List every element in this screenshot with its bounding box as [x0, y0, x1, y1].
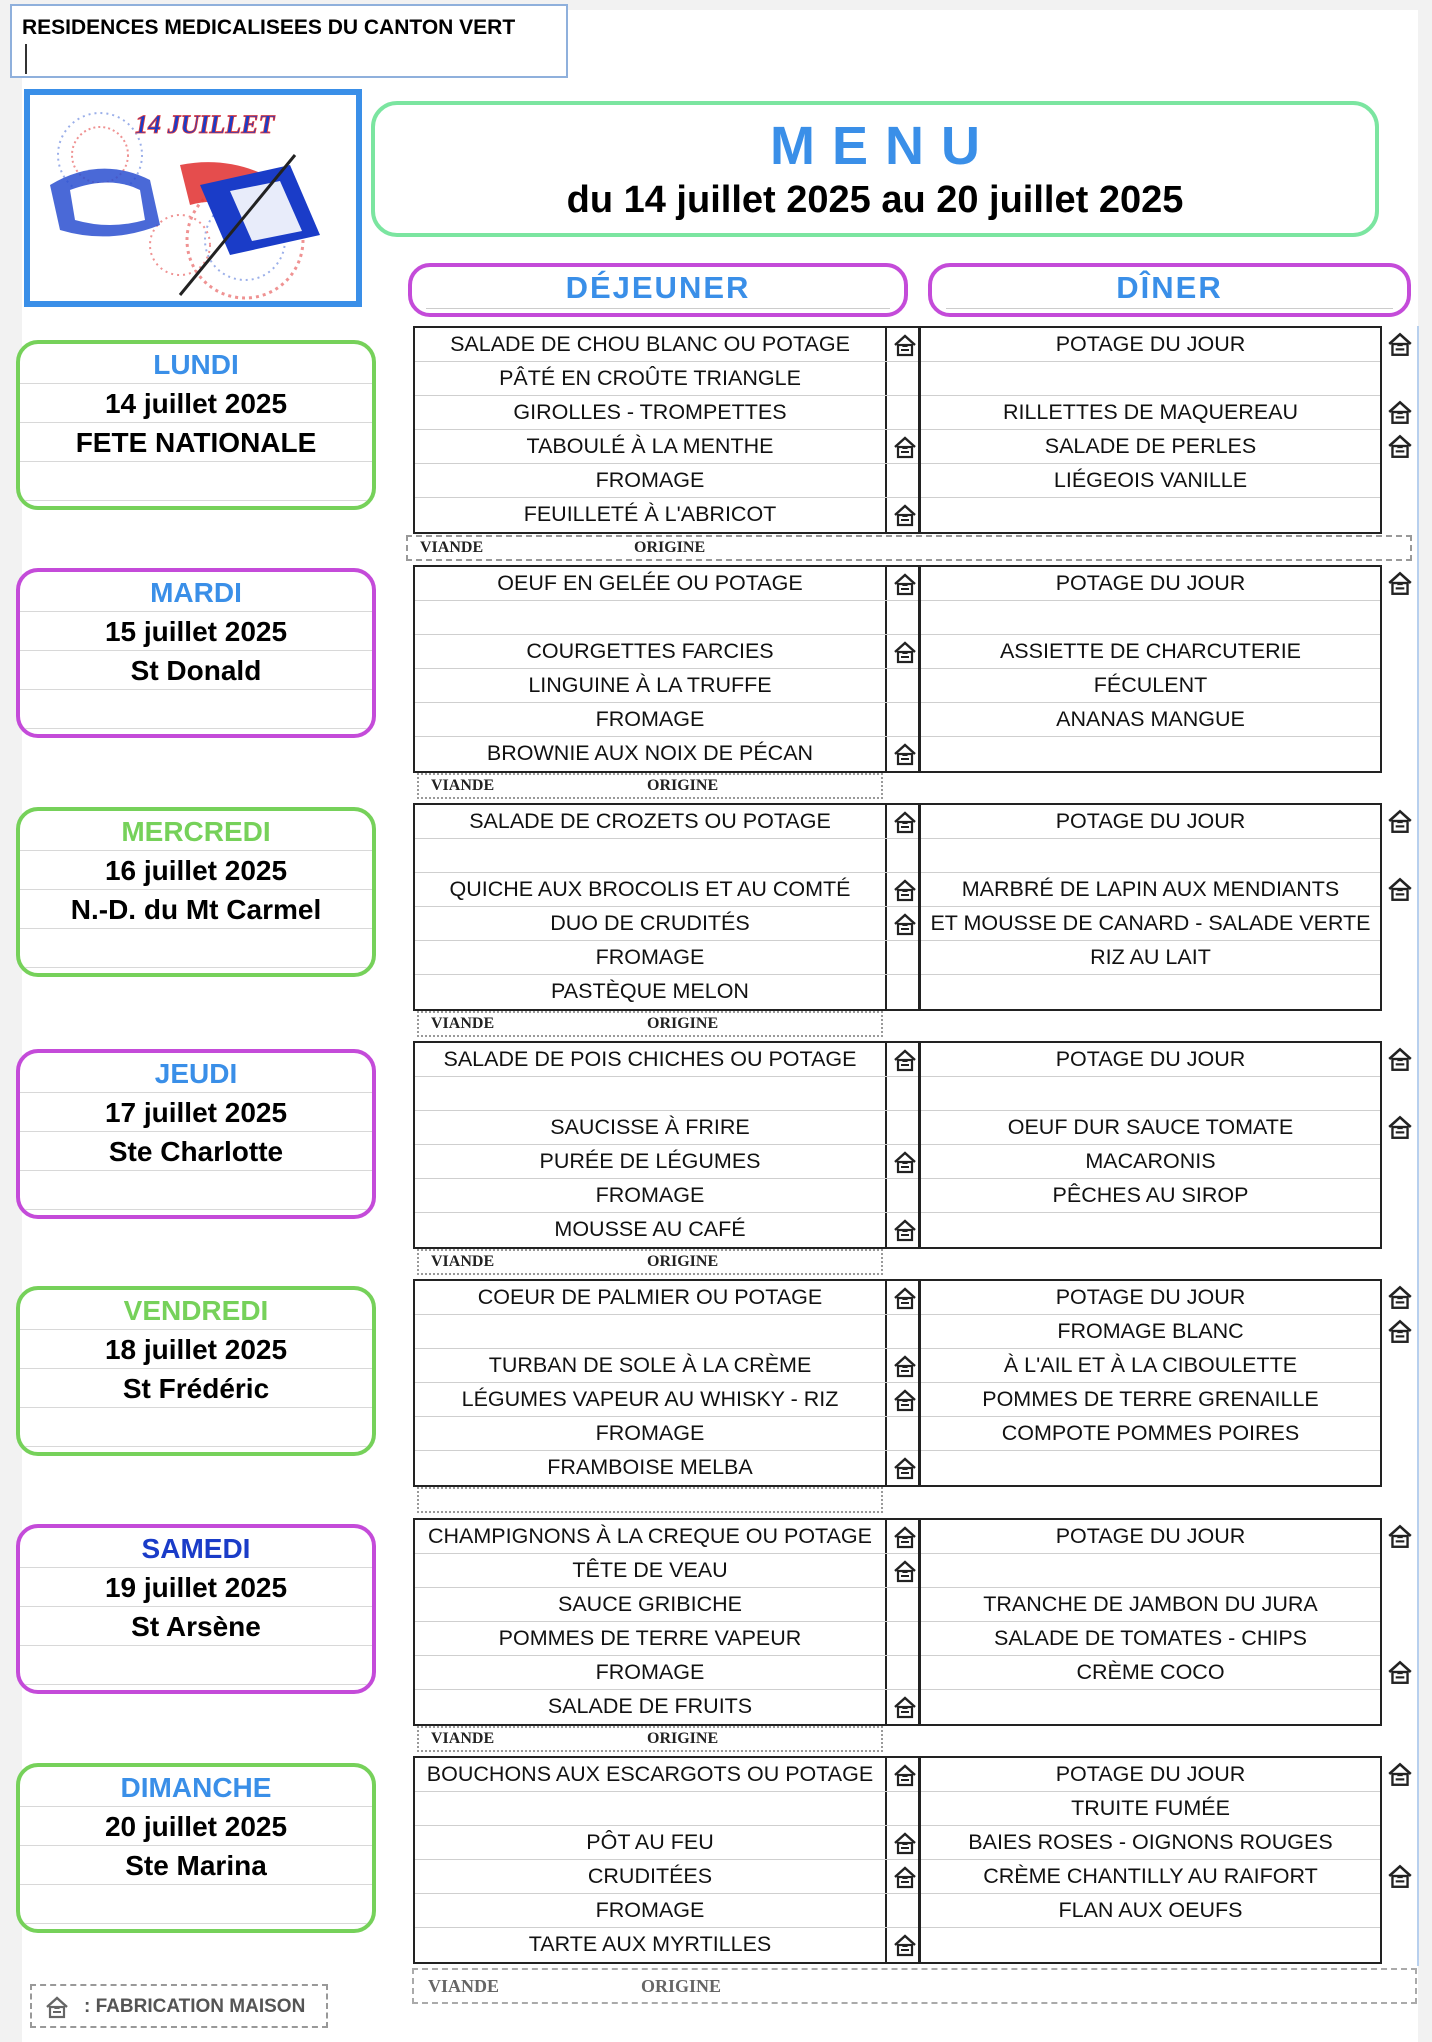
homemade-house-icon — [1386, 1113, 1414, 1141]
fireworks-flag-illustration — [30, 95, 356, 301]
lunch-dish: FROMAGE — [595, 1660, 705, 1684]
dinner-dish — [921, 498, 1380, 531]
homemade-house-icon — [892, 434, 918, 460]
lunch-dish: FROMAGE — [595, 707, 705, 731]
homemade-house-icon — [892, 332, 918, 358]
dinner-dish: SALADE DE PERLES — [1044, 434, 1257, 458]
lunch-row — [415, 737, 918, 771]
day-name: JEUDI — [20, 1055, 372, 1093]
dinner-row — [921, 567, 1380, 601]
dinner-dish: TRANCHE DE JAMBON DU JURA — [983, 1592, 1318, 1616]
lunch-table-day-7 — [413, 1756, 920, 1964]
lunch-dish: COURGETTES FARCIES — [526, 639, 774, 663]
dinner-dish — [921, 1451, 1380, 1484]
lunch-row — [415, 1417, 918, 1451]
viande-label: VIANDE — [431, 777, 495, 794]
dinner-row — [921, 635, 1380, 669]
dinner-table-day-4 — [919, 1041, 1382, 1249]
lunch-row — [415, 669, 918, 703]
dinner-row — [921, 1043, 1380, 1077]
lunch-dish: COEUR DE PALMIER OU POTAGE — [477, 1285, 823, 1309]
dinner-row — [921, 839, 1380, 873]
dinner-row — [921, 464, 1380, 498]
day-blank-line — [20, 691, 372, 729]
day-name: DIMANCHE — [20, 1769, 372, 1807]
dinner-row — [921, 737, 1380, 771]
homemade-house-icon — [892, 1047, 918, 1073]
dinner-header — [928, 263, 1411, 317]
lunch-dish: FROMAGE — [595, 1898, 705, 1922]
dinner-row — [921, 1451, 1380, 1485]
homemade-house-icon — [892, 1932, 918, 1958]
dinner-row — [921, 1383, 1380, 1417]
day-saint: St Frédéric — [20, 1370, 372, 1408]
lunch-dish: SAUCISSE À FRIRE — [550, 1115, 750, 1139]
dinner-dish — [921, 1213, 1380, 1246]
lunch-dish: FRAMBOISE MELBA — [547, 1455, 753, 1479]
dinner-row — [921, 1554, 1380, 1588]
homemade-house-icon — [892, 1524, 918, 1550]
footer-origine-label: ORIGINE — [641, 1976, 722, 1996]
homemade-house-icon — [1386, 1045, 1414, 1073]
lunch-row — [415, 1077, 918, 1111]
dinner-row — [921, 873, 1380, 907]
lunch-table-day-1 — [413, 326, 920, 534]
homemade-house-icon — [1386, 807, 1414, 835]
viande-origine-strip — [417, 1487, 883, 1513]
menu-title: MENU — [770, 116, 997, 176]
lunch-dish: TURBAN DE SOLE À LA CRÈME — [488, 1353, 812, 1377]
lunch-row — [415, 1520, 918, 1554]
dinner-table-day-6 — [919, 1518, 1382, 1726]
lunch-row — [415, 1860, 918, 1894]
viande-origine-footer — [412, 1968, 1417, 2004]
homemade-house-icon — [892, 1353, 918, 1379]
dinner-row — [921, 941, 1380, 975]
lunch-dish — [415, 1792, 885, 1825]
lunch-row — [415, 1179, 918, 1213]
lunch-dish: FROMAGE — [595, 945, 705, 969]
day-card-dimanche — [16, 1763, 376, 1933]
lunch-row — [415, 1928, 918, 1962]
bastille-day-logo — [24, 89, 362, 307]
day-blank-line — [20, 930, 372, 968]
homemade-house-icon — [1386, 432, 1414, 460]
lunch-dish: FROMAGE — [595, 1183, 705, 1207]
lunch-row — [415, 975, 918, 1009]
dinner-row — [921, 805, 1380, 839]
homemade-house-icon — [1386, 1760, 1414, 1788]
dinner-dish — [921, 1077, 1380, 1110]
dinner-dish: À L'AIL ET À LA CIBOULETTE — [1003, 1353, 1298, 1377]
day-card-mardi — [16, 568, 376, 738]
lunch-row — [415, 464, 918, 498]
lunch-row — [415, 1383, 918, 1417]
dinner-dish — [921, 737, 1380, 770]
dinner-dish: POTAGE DU JOUR — [1055, 809, 1246, 833]
origine-label: ORIGINE — [647, 1015, 719, 1032]
lunch-dish — [415, 1077, 885, 1110]
dinner-dish: COMPOTE POMMES POIRES — [1001, 1421, 1300, 1445]
dinner-row — [921, 1349, 1380, 1383]
day-name: MARDI — [20, 574, 372, 612]
dinner-row — [921, 703, 1380, 737]
lunch-dish: BROWNIE AUX NOIX DE PÉCAN — [486, 741, 814, 765]
organization-box — [10, 4, 568, 78]
dinner-dish — [921, 839, 1380, 872]
origine-label: ORIGINE — [647, 1253, 719, 1270]
dinner-dish: ASSIETTE DE CHARCUTERIE — [999, 639, 1302, 663]
homemade-house-icon — [892, 571, 918, 597]
lunch-dish: PÔT AU FEU — [586, 1830, 714, 1854]
dinner-row — [921, 1894, 1380, 1928]
dinner-dish: FÉCULENT — [1093, 673, 1208, 697]
lunch-dish: FROMAGE — [595, 468, 705, 492]
lunch-dish: MOUSSE AU CAFÉ — [554, 1217, 746, 1241]
dinner-row — [921, 1622, 1380, 1656]
lunch-header — [408, 263, 908, 317]
dinner-row — [921, 1826, 1380, 1860]
day-card-jeudi — [16, 1049, 376, 1219]
dinner-dish: OEUF DUR SAUCE TOMATE — [1007, 1115, 1294, 1139]
dinner-dish — [921, 601, 1380, 634]
dinner-row — [921, 1588, 1380, 1622]
lunch-dish: SALADE DE FRUITS — [547, 1694, 753, 1718]
lunch-row — [415, 1690, 918, 1724]
homemade-house-icon — [892, 1830, 918, 1856]
day-card-lundi — [16, 340, 376, 510]
homemade-house-icon — [892, 1455, 918, 1481]
origine-label: ORIGINE — [647, 1730, 719, 1747]
day-card-vendredi — [16, 1286, 376, 1456]
lunch-row — [415, 601, 918, 635]
lunch-header-label: DÉJEUNER — [565, 270, 751, 305]
homemade-house-icon — [1386, 1283, 1414, 1311]
day-name: MERCREDI — [20, 813, 372, 851]
lunch-row — [415, 1213, 918, 1247]
legend-text: : FABRICATION MAISON — [84, 1996, 306, 2017]
dinner-table-day-7 — [919, 1756, 1382, 1964]
lunch-row — [415, 498, 918, 532]
dinner-table-day-2 — [919, 565, 1382, 773]
day-saint: Ste Marina — [20, 1847, 372, 1885]
dinner-dish: ET MOUSSE DE CANARD - SALADE VERTE — [930, 911, 1371, 935]
lunch-dish: POMMES DE TERRE VAPEUR — [498, 1626, 802, 1650]
homemade-house-icon — [892, 1285, 918, 1311]
homemade-house-icon — [892, 639, 918, 665]
day-date: 15 juillet 2025 — [20, 613, 372, 651]
dinner-row — [921, 328, 1380, 362]
day-date: 14 juillet 2025 — [20, 385, 372, 423]
right-border — [1417, 326, 1419, 1966]
dinner-dish: TRUITE FUMÉE — [1071, 1796, 1230, 1820]
homemade-house-icon — [1386, 569, 1414, 597]
lunch-dish: BOUCHONS AUX ESCARGOTS OU POTAGE — [426, 1762, 874, 1786]
dinner-row — [921, 907, 1380, 941]
lunch-dish: CRUDITÉES — [587, 1864, 713, 1888]
lunch-row — [415, 1792, 918, 1826]
lunch-dish: FEUILLETÉ À L'ABRICOT — [523, 502, 777, 526]
lunch-row — [415, 1622, 918, 1656]
legend — [30, 1984, 328, 2028]
dinner-row — [921, 1656, 1380, 1690]
lunch-row — [415, 1349, 918, 1383]
dinner-dish: CRÈME CHANTILLY AU RAIFORT — [983, 1864, 1318, 1888]
lunch-row — [415, 635, 918, 669]
homemade-house-icon — [892, 1149, 918, 1175]
lunch-dish: PURÉE DE LÉGUMES — [539, 1149, 761, 1173]
dinner-dish: FLAN AUX OEUFS — [1058, 1898, 1243, 1922]
dinner-dish: POTAGE DU JOUR — [1055, 1524, 1246, 1548]
lunch-dish: SALADE DE CROZETS OU POTAGE — [469, 809, 831, 833]
lunch-row — [415, 1111, 918, 1145]
lunch-row — [415, 839, 918, 873]
lunch-row — [415, 941, 918, 975]
viande-label: VIANDE — [420, 539, 484, 556]
viande-origine-strip — [417, 1011, 883, 1037]
dinner-dish: MACARONIS — [1085, 1149, 1216, 1173]
day-saint: St Donald — [20, 652, 372, 690]
dinner-dish: LIÉGEOIS VANILLE — [1053, 468, 1248, 492]
dinner-dish: RILLETTES DE MAQUEREAU — [1002, 400, 1299, 424]
viande-label: VIANDE — [431, 1253, 495, 1270]
dinner-row — [921, 1077, 1380, 1111]
dinner-dish — [921, 1928, 1380, 1961]
lunch-row — [415, 396, 918, 430]
lunch-row — [415, 328, 918, 362]
day-blank-line — [20, 1172, 372, 1210]
dinner-row — [921, 1281, 1380, 1315]
lunch-dish: SAUCE GRIBICHE — [558, 1592, 742, 1616]
dinner-dish: PÊCHES AU SIROP — [1052, 1183, 1249, 1207]
lunch-dish: GIROLLES - TROMPETTES — [513, 400, 787, 424]
lunch-dish: SALADE DE POIS CHICHES OU POTAGE — [443, 1047, 857, 1071]
lunch-row — [415, 1758, 918, 1792]
dinner-row — [921, 396, 1380, 430]
lunch-table-day-5 — [413, 1279, 920, 1487]
lunch-row — [415, 1145, 918, 1179]
origine-label: ORIGINE — [647, 777, 719, 794]
organization-name: RESIDENCES MEDICALISEES DU CANTON VERT — [22, 16, 516, 39]
lunch-row — [415, 1315, 918, 1349]
dinner-dish: POTAGE DU JOUR — [1055, 1285, 1246, 1309]
dinner-header-label: DÎNER — [1116, 270, 1223, 305]
homemade-house-icon — [892, 911, 918, 937]
menu-dates: du 14 juillet 2025 au 20 juillet 2025 — [566, 179, 1184, 221]
homemade-house-icon — [1386, 330, 1414, 358]
dinner-row — [921, 669, 1380, 703]
dinner-table-day-1 — [919, 326, 1382, 534]
lunch-row — [415, 1281, 918, 1315]
homemade-house-icon — [892, 1762, 918, 1788]
dinner-row — [921, 1928, 1380, 1962]
dinner-row — [921, 1213, 1380, 1247]
day-saint: N.-D. du Mt Carmel — [20, 891, 372, 929]
dinner-row — [921, 1690, 1380, 1724]
dinner-dish — [921, 1690, 1380, 1723]
day-saint: Ste Charlotte — [20, 1133, 372, 1171]
svg-text:14 JUILLET: 14 JUILLET — [135, 110, 275, 139]
day-blank-line — [20, 1886, 372, 1924]
dinner-dish — [921, 362, 1380, 395]
dinner-row — [921, 1417, 1380, 1451]
dinner-row — [921, 1520, 1380, 1554]
lunch-row — [415, 1656, 918, 1690]
lunch-row — [415, 907, 918, 941]
lunch-row — [415, 1451, 918, 1485]
dinner-dish: FROMAGE BLANC — [1057, 1319, 1244, 1343]
dinner-row — [921, 1758, 1380, 1792]
lunch-table-day-2 — [413, 565, 920, 773]
origine-label: ORIGINE — [634, 539, 706, 556]
dinner-dish: POTAGE DU JOUR — [1055, 332, 1246, 356]
footer-viande-label: VIANDE — [428, 1976, 500, 1996]
day-blank-line — [20, 463, 372, 501]
homemade-house-icon — [892, 1387, 918, 1413]
homemade-house-icon — [892, 877, 918, 903]
day-blank-line — [20, 1647, 372, 1685]
day-date: 19 juillet 2025 — [20, 1569, 372, 1607]
day-saint: St Arsène — [20, 1608, 372, 1646]
dinner-row — [921, 1145, 1380, 1179]
day-date: 18 juillet 2025 — [20, 1331, 372, 1369]
lunch-table-day-4 — [413, 1041, 920, 1249]
lunch-dish: QUICHE AUX BROCOLIS ET AU COMTÉ — [449, 877, 851, 901]
day-name: SAMEDI — [20, 1530, 372, 1568]
viande-label: VIANDE — [431, 1730, 495, 1747]
homemade-house-icon — [1386, 875, 1414, 903]
day-blank-line — [20, 1409, 372, 1447]
lunch-dish: TARTE AUX MYRTILLES — [528, 1932, 772, 1956]
homemade-house-icon — [1386, 398, 1414, 426]
lunch-dish: PASTÈQUE MELON — [551, 979, 749, 1003]
lunch-dish: OEUF EN GELÉE OU POTAGE — [497, 571, 803, 595]
lunch-row — [415, 703, 918, 737]
dinner-row — [921, 1792, 1380, 1826]
homemade-house-icon — [1386, 1317, 1414, 1345]
homemade-house-icon — [44, 1994, 70, 2020]
dinner-dish: SALADE DE TOMATES - CHIPS — [993, 1626, 1308, 1650]
lunch-table-day-3 — [413, 803, 920, 1011]
lunch-row — [415, 1894, 918, 1928]
day-card-samedi — [16, 1524, 376, 1694]
lunch-row — [415, 1588, 918, 1622]
lunch-row — [415, 1043, 918, 1077]
lunch-dish: CHAMPIGNONS À LA CREQUE OU POTAGE — [427, 1524, 872, 1548]
lunch-dish — [415, 1315, 885, 1348]
lunch-dish: DUO DE CRUDITÉS — [550, 911, 750, 935]
dinner-dish: POTAGE DU JOUR — [1055, 1762, 1246, 1786]
viande-origine-strip — [406, 535, 1412, 561]
lunch-dish: LÉGUMES VAPEUR AU WHISKY - RIZ — [461, 1387, 839, 1411]
homemade-house-icon — [1386, 1658, 1414, 1686]
homemade-house-icon — [892, 809, 918, 835]
dinner-dish — [921, 975, 1380, 1008]
dinner-row — [921, 601, 1380, 635]
dinner-dish: RIZ AU LAIT — [1090, 945, 1211, 969]
day-date: 16 juillet 2025 — [20, 852, 372, 890]
homemade-house-icon — [892, 1217, 918, 1243]
homemade-house-icon — [892, 1558, 918, 1584]
lunch-row — [415, 1554, 918, 1588]
day-card-mercredi — [16, 807, 376, 977]
dinner-dish: MARBRÉ DE LAPIN AUX MENDIANTS — [961, 877, 1340, 901]
dinner-dish: POMMES DE TERRE GRENAILLE — [982, 1387, 1319, 1411]
lunch-row — [415, 873, 918, 907]
homemade-house-icon — [892, 741, 918, 767]
dinner-dish: POTAGE DU JOUR — [1055, 571, 1246, 595]
homemade-house-icon — [892, 502, 918, 528]
dinner-table-day-3 — [919, 803, 1382, 1011]
dinner-dish: POTAGE DU JOUR — [1055, 1047, 1246, 1071]
dinner-row — [921, 430, 1380, 464]
lunch-row — [415, 1826, 918, 1860]
text-cursor — [25, 44, 27, 74]
homemade-house-icon — [1386, 1522, 1414, 1550]
lunch-row — [415, 430, 918, 464]
viande-origine-strip — [417, 773, 883, 799]
homemade-house-icon — [1386, 1862, 1414, 1890]
dinner-dish: BAIES ROSES - OIGNONS ROUGES — [968, 1830, 1333, 1854]
dinner-row — [921, 1860, 1380, 1894]
dinner-row — [921, 1179, 1380, 1213]
day-saint: FETE NATIONALE — [20, 424, 372, 462]
lunch-dish: PÂTÉ EN CROÛTE TRIANGLE — [499, 366, 801, 390]
homemade-house-icon — [892, 1864, 918, 1890]
lunch-dish: LINGUINE À LA TRUFFE — [528, 673, 772, 697]
lunch-row — [415, 567, 918, 601]
viande-origine-strip — [417, 1726, 883, 1752]
menu-title-box — [371, 101, 1379, 237]
lunch-row — [415, 805, 918, 839]
lunch-dish: TABOULÉ À LA MENTHE — [526, 434, 774, 458]
dinner-row — [921, 498, 1380, 532]
dinner-table-day-5 — [919, 1279, 1382, 1487]
day-date: 17 juillet 2025 — [20, 1094, 372, 1132]
lunch-table-day-6 — [413, 1518, 920, 1726]
day-name: VENDREDI — [20, 1292, 372, 1330]
viande-origine-strip — [417, 1249, 883, 1275]
homemade-house-icon — [892, 1694, 918, 1720]
lunch-dish — [415, 839, 885, 872]
dinner-dish — [921, 1554, 1380, 1587]
dinner-dish: ANANAS MANGUE — [1056, 707, 1245, 731]
lunch-dish: FROMAGE — [595, 1421, 705, 1445]
lunch-dish: SALADE DE CHOU BLANC OU POTAGE — [450, 332, 850, 356]
dinner-dish: CRÈME COCO — [1076, 1660, 1225, 1684]
dinner-row — [921, 1111, 1380, 1145]
lunch-row — [415, 362, 918, 396]
lunch-dish: TÊTE DE VEAU — [572, 1558, 728, 1582]
viande-label: VIANDE — [431, 1015, 495, 1032]
dinner-row — [921, 362, 1380, 396]
dinner-row — [921, 1315, 1380, 1349]
day-name: LUNDI — [20, 346, 372, 384]
lunch-dish — [415, 601, 885, 634]
dinner-row — [921, 975, 1380, 1009]
day-date: 20 juillet 2025 — [20, 1808, 372, 1846]
